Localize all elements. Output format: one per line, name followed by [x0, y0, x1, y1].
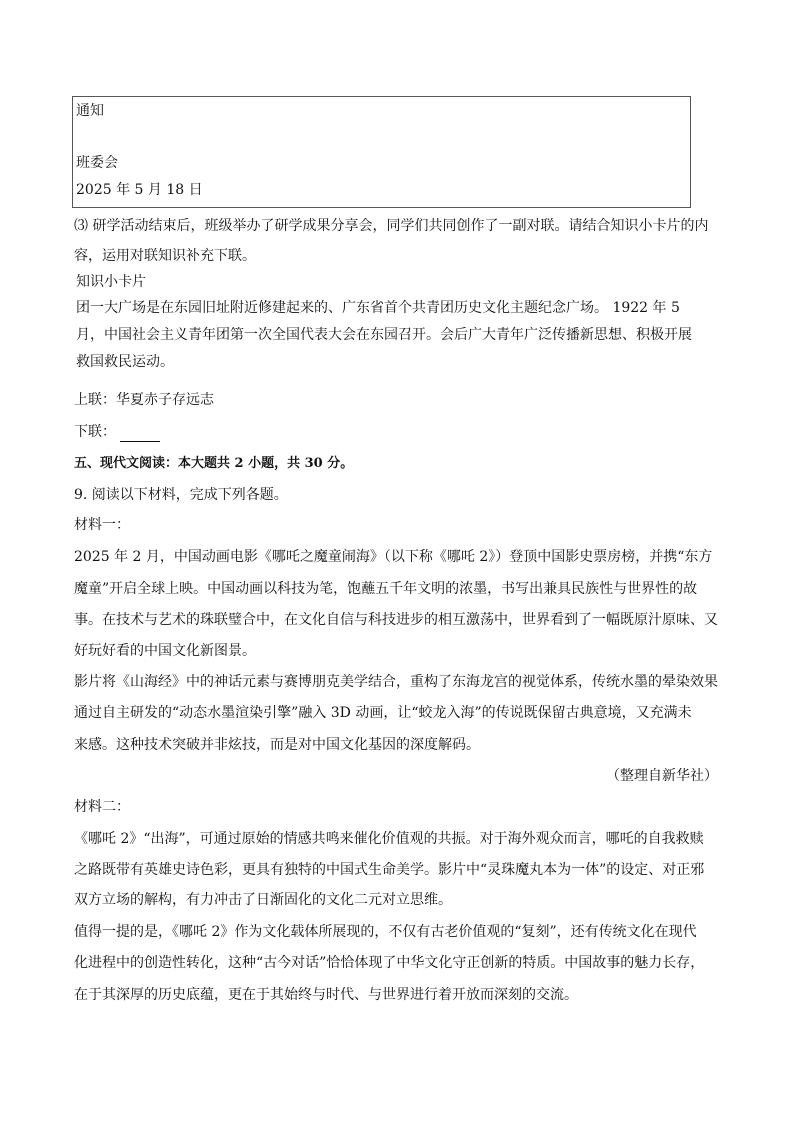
upper-couplet: 上联：华夏赤子存远志 [74, 392, 214, 408]
card-line-3: 救国救民运动。 [76, 354, 174, 370]
material-2-title: 材料二： [74, 799, 130, 815]
answer-blank[interactable] [120, 427, 160, 442]
question-9: 9. 阅读以下材料，完成下列各题。 [74, 487, 288, 503]
notice-box [72, 96, 691, 208]
m2-p1-line-2: 之路既带有英雄史诗色彩，更具有独特的中国式生命美学。影片中“灵珠魔丸本为一体”的设定、对正邪 [74, 862, 705, 878]
m1-p1-line-2: 魔童”开启全球上映。中国动画以科技为笔，饱蘸五千年文明的浓墨，书写出兼具民族性与世界性的故 [74, 581, 698, 597]
m1-p2-line-1: 影片将《山海经》中的神话元素与赛博朋克美学结合，重构了东海龙宫的视觉体系，传统水墨的晕染效果 [74, 674, 718, 690]
m2-p1-line-1: 《哪吒 2》“出海”，可通过原始的情感共鸣来催化价值观的共振。对于海外观众而言，哪吒的自我救赎 [74, 831, 704, 847]
card-title: 知识小卡片 [76, 274, 146, 290]
m2-p2-line-2: 化进程中的创造性转化，这种“古今对话”恰恰体现了中华文化守正创新的特质。中国故事的魅力长存， [74, 955, 705, 971]
card-line-1: 团一大广场是在东园旧址附近修建起来的、广东省首个共青团历史文化主题纪念广场。 1922 年 5 [76, 300, 680, 316]
m2-p1-line-3: 双方立场的解构，有力冲击了日渐固化的文化二元对立思维。 [74, 892, 452, 908]
m1-p1-line-1: 2025 年 2 月，中国动画电影《哪吒之魔童闹海》（以下称《哪吒 2》）登顶中国影史票房榜，并携“东方 [74, 549, 713, 565]
material-1-source: （整理自新华社） [606, 768, 718, 784]
material-1-title: 材料一： [74, 517, 130, 533]
notice-date: 2025 年 5 月 18 日 [76, 182, 203, 198]
lower-couplet-label: 下联： [74, 424, 116, 440]
m1-p2-line-3: 来感。这种技术突破并非炫技，而是对中国文化基因的深度解码。 [74, 737, 480, 753]
m1-p2-line-2: 通过自主研发的“动态水墨渲染引擎”融入 3D 动画，让“蛟龙入海”的传说既保留古典意境，又充满未 [74, 705, 692, 721]
notice-title: 通知 [76, 103, 104, 119]
notice-signer: 班委会 [76, 155, 118, 171]
lower-couplet [74, 422, 160, 442]
q3-line-1: ⑶ 研学活动结束后，班级举办了研学成果分享会，同学们共同创作了一副对联。请结合知识小卡片的内 [74, 218, 709, 234]
m2-p2-line-3: 在于其深厚的历史底蕴，更在于其始终与时代、与世界进行着开放而深刻的交流。 [74, 987, 578, 1003]
m1-p1-line-3: 事。在技术与艺术的珠联璧合中，在文化自信与科技进步的相互激荡中，世界看到了一幅既原汁原味、又 [74, 612, 718, 628]
section-heading: 五、现代文阅读：本大题共 2 小题，共 30 分。 [74, 456, 354, 471]
q3-line-2: 容，运用对联知识补充下联。 [74, 248, 256, 264]
m1-p1-line-4: 好玩好看的中国文化新图景。 [74, 643, 256, 659]
m2-p2-line-1: 值得一提的是，《哪吒 2》作为文化载体所展现的，不仅有古老价值观的“复刻”，还有传统文化在现代 [74, 924, 697, 940]
card-line-2: 月，中国社会主义青年团第一次全国代表大会在东园召开。会后广大青年广泛传播新思想、积极开展 [76, 327, 692, 343]
